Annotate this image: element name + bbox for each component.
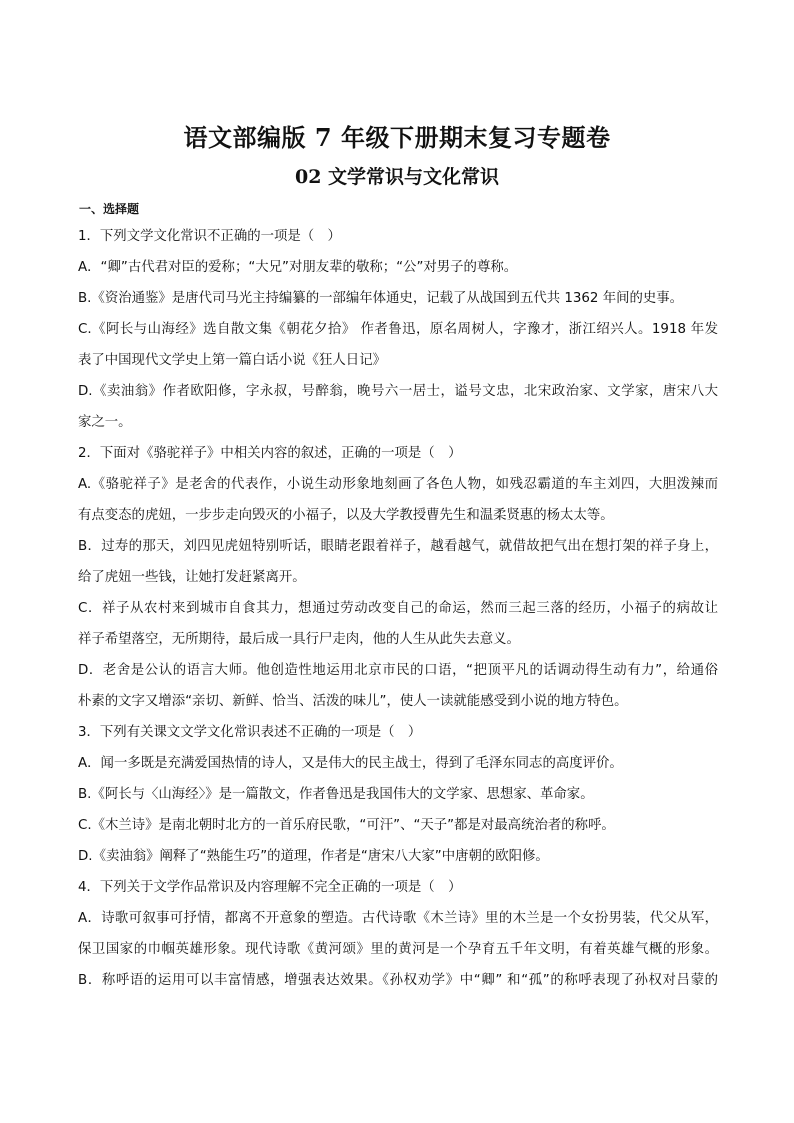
text-line: 有点变态的虎妞，一步步走向毁灭的小福子，以及大学教授曹先生和温柔贤惠的杨太太等。 (78, 508, 614, 523)
text-line: A．“卿”古代君对臣的爱称；“大兄”对朋友辈的敬称；“公”对男子的尊称。 (78, 260, 518, 275)
text-line: D.《卖油翁》阐释了“熟能生巧”的道理，作者是“唐宋八大家”中唐朝的欧阳修。 (78, 849, 549, 864)
section-heading: 一、选择题 (79, 202, 140, 216)
text-line: 保卫国家的巾帼英雄形象。现代诗歌《黄河颂》里的黄河是一个孕育五千年文明，有着英雄气概的形象。 (78, 942, 718, 957)
text-line: 3．下列有关课文文学文化常识表述不正确的一项是（ ） (78, 725, 422, 740)
text-line: 给了虎妞一些钱，让她打发赶紧离开。 (78, 570, 306, 585)
text-line: 祥子希望落空，无所期待，最后成一具行尸走肉，他的人生从此失去意义。 (78, 632, 520, 647)
document-title: 语文部编版 7 年级下册期末复习专题卷 (183, 123, 611, 152)
text-line: B.《资治通鉴》是唐代司马光主持编纂的一部编年体通史，记载了从战国到五代共 1362 年间的史事。 (78, 291, 684, 306)
text-line: A．诗歌可叙事可抒情，都离不开意象的塑造。古代诗歌《木兰诗》里的木兰是一个女扮男装，代父从军， (78, 911, 718, 926)
text-line: D．老舍是公认的语言大师。他创造性地运用北京市民的口语，“把顶平凡的话调动得生动有力”，给通俗 (78, 663, 718, 678)
text-line: C.《阿长与山海经》选自散文集《朝花夕拾》 作者鲁迅，原名周树人，字豫才，浙江绍兴人。1918 年发 (78, 322, 718, 337)
text-line: 表了中国现代文学史上第一篇白话小说《狂人日记》 (78, 353, 386, 368)
document-subtitle: 02 文学常识与文化常识 (294, 166, 500, 188)
text-line: B．称呼语的运用可以丰富情感，增强表达效果。《孙权劝学》中“卿” 和“孤”的称呼表现了孙权对吕蒙的 (78, 973, 718, 988)
text-line: C.《木兰诗》是南北朝时北方的一首乐府民歌，“可汗”、“天子”都是对最高统治者的称呼。 (78, 818, 615, 833)
text-line: B.《阿长与〈山海经〉》是一篇散文，作者鲁迅是我国伟大的文学家、思想家、革命家。 (78, 787, 594, 802)
text-line: D.《卖油翁》作者欧阳修，字永叔，号醉翁，晚号六一居士，谥号文忠，北宋政治家、文学家，唐宋八大 (78, 384, 718, 399)
text-line: A．闻一多既是充满爱国热情的诗人，又是伟大的民主战士，得到了毛泽东同志的高度评价。 (78, 756, 623, 771)
text-line: C．祥子从农村来到城市自食其力，想通过劳动改变自己的命运，然而三起三落的经历，小福子的病故让 (78, 601, 718, 616)
question-list (78, 221, 718, 996)
text-line: A.《骆驼祥子》是老舍的代表作，小说生动形象地刻画了各色人物，如残忍霸道的车主刘四，大胆泼辣而 (78, 477, 718, 492)
text-line: 朴素的文字又增添“亲切、新鲜、恰当、活泼的味儿”，使人一读就能感受到小说的地方特色。 (78, 694, 628, 709)
text-line: B．过寿的那天，刘四见虎妞特别听话，眼睛老跟着祥子，越看越气，就借故把气出在想打架的祥子身上， (78, 539, 718, 554)
text-line: 2．下面对《骆驼祥子》中相关内容的叙述，正确的一项是（ ） (78, 446, 462, 461)
text-line: 家之一。 (78, 415, 132, 430)
text-line: 1．下列文学文化常识不正确的一项是（ ） (78, 229, 341, 244)
text-line: 4．下列关于文学作品常识及内容理解不完全正确的一项是（ ） (78, 880, 462, 895)
